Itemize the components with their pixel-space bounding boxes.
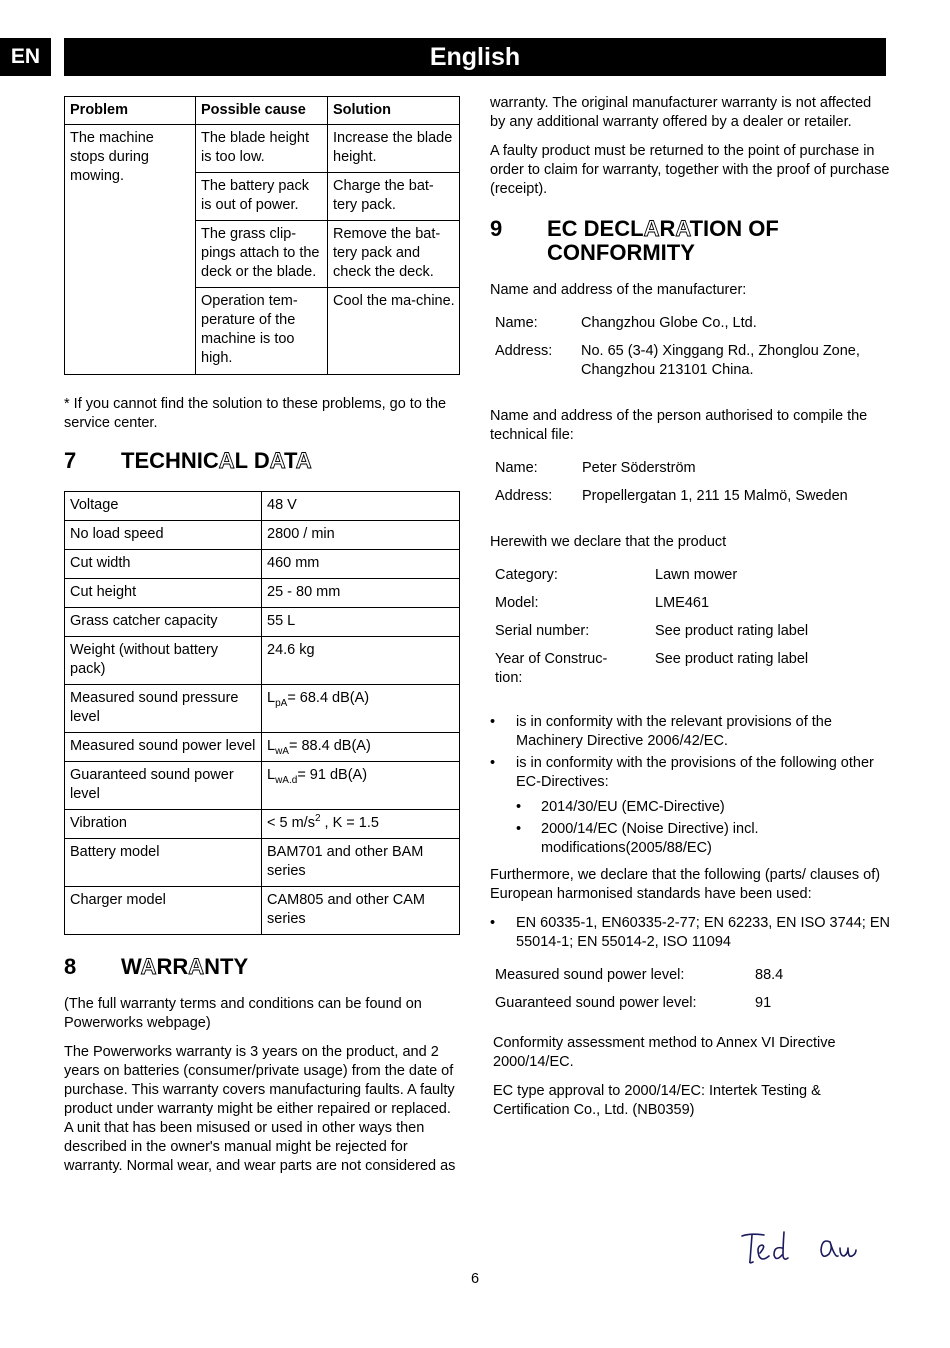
section-heading-ec-declaration <box>490 217 890 265</box>
right-column <box>490 94 890 1130</box>
spec-value: 55 L <box>262 608 460 637</box>
manufacturer-intro: Name and address of the manufacturer: <box>490 282 747 298</box>
table-header-row <box>65 97 460 125</box>
table-row <box>65 839 460 887</box>
table-row <box>490 566 890 594</box>
standards-list <box>490 914 890 952</box>
field-label: Category: <box>495 567 558 583</box>
table-row <box>65 762 460 810</box>
table-row <box>65 887 460 935</box>
field-value: See product rating label <box>655 623 809 639</box>
spec-value: $L_{wA}= 88.4$ dB(A) <box>262 733 460 762</box>
spec-value: < 5 $m/s^2$ , K = 1.5 <box>262 810 460 839</box>
field-label: Name: <box>495 460 538 476</box>
table-header-cell: Possible cause <box>196 97 328 125</box>
directive-list <box>490 798 890 858</box>
field-label: Year of Construc-tion: <box>495 651 608 686</box>
field-label: Measured sound power level: <box>495 967 685 983</box>
warranty-paragraph: (The full warranty terms and conditions can be found on Powerworks webpage) <box>64 996 422 1031</box>
table-row <box>490 966 787 994</box>
spec-value: BAM701 and other BAM series <box>262 839 460 887</box>
field-value: Propellergatan 1, 211 15 Malmö, Sweden <box>582 488 848 504</box>
section-number: 8 <box>64 954 77 979</box>
field-label: Name: <box>495 315 538 331</box>
section-title: EC DECLARATION OF CONFORMITY <box>547 216 779 265</box>
manufacturer-table <box>490 314 890 389</box>
list-item: • is in conformity with the provisions of the following other EC-Directives: <box>490 754 890 792</box>
spec-value: $L_{pA}= 68.4$ dB(A) <box>262 685 460 733</box>
section-number: 9 <box>490 216 503 241</box>
table-row <box>65 810 460 839</box>
spec-value: CAM805 and other CAM series <box>262 887 460 935</box>
person-intro: Name and address of the person authorised to compile the technical file: <box>490 408 868 443</box>
table-row <box>490 594 890 622</box>
section-title: TECHNICAL DATA <box>121 448 312 473</box>
spec-label: Charger model <box>65 887 262 935</box>
product-table <box>490 566 890 697</box>
solution-cell: Cool the ma-chine. <box>328 288 460 375</box>
spec-value: 25 - 80 mm <box>262 579 460 608</box>
field-value: Peter Söderström <box>582 460 696 476</box>
field-value: No. 65 (3-4) Xinggang Rd., Zhonglou Zone, Changzhou 213101 China. <box>581 343 860 378</box>
section-heading-technical-data <box>64 449 460 473</box>
page-header-title: English <box>64 38 886 76</box>
table-row <box>490 994 787 1022</box>
conformity-list <box>490 713 890 792</box>
field-label: Address: <box>495 488 553 504</box>
table-row <box>65 125 460 173</box>
field-value: Lawn mower <box>655 567 738 583</box>
solution-cell: Remove the bat-tery pack and check the deck. <box>328 221 460 288</box>
page-number: 6 <box>470 1271 480 1287</box>
table-row <box>490 650 890 697</box>
signature-image <box>738 1226 862 1268</box>
spec-label: Weight (without battery pack) <box>65 637 262 685</box>
warranty-paragraph: The Powerworks warranty is 3 years on the product, and 2 years on batteries (consumer/private usage) from the date of purchase. This warranty covers manufacturing faults. A faulty product under warranty might be either repaired or replaced. A unit that has been misused or used in other ways then described in the owner's manual might be rejected for warranty. Normal wear, and wear parts are not considered as <box>64 1044 456 1174</box>
troubleshooting-footnote: * If you cannot find the solution to these problems, go to the service center. <box>64 396 447 431</box>
left-column <box>64 96 460 1186</box>
troubleshooting-table <box>64 96 460 375</box>
field-value: LME461 <box>655 595 710 611</box>
table-row <box>65 685 460 733</box>
problem-cell: The machine stops during mowing. <box>65 125 196 375</box>
spec-value: $L_{wA.d}= 91$ dB(A) <box>262 762 460 810</box>
solution-cell: Charge the bat-tery pack. <box>328 173 460 221</box>
spec-label: Battery model <box>65 839 262 887</box>
spec-value: 48 V <box>262 492 460 521</box>
spec-label: Cut width <box>65 550 262 579</box>
spec-value: 2800 / min <box>262 521 460 550</box>
table-row <box>65 550 460 579</box>
field-value: Changzhou Globe Co., Ltd. <box>581 315 757 331</box>
table-row <box>490 622 890 650</box>
warranty-paragraph: A faulty product must be returned to the point of purchase in order to claim for warranty, together with the proof of purchase (receipt). <box>490 143 890 197</box>
table-row <box>490 314 890 342</box>
list-item: • is in conformity with the relevant provisions of the Machinery Directive 2006/42/EC. <box>490 713 890 751</box>
table-row <box>490 342 890 389</box>
field-label: Model: <box>495 595 539 611</box>
spec-label: Guaranteed sound power level <box>65 762 262 810</box>
list-item: • 2014/30/EU (EMC-Directive) <box>490 798 890 817</box>
spec-label: Voltage <box>65 492 262 521</box>
spec-label: No load speed <box>65 521 262 550</box>
spec-value: 24.6 kg <box>262 637 460 685</box>
section-number: 7 <box>64 448 77 473</box>
table-header-cell: Problem <box>65 97 196 125</box>
cause-cell: The battery pack is out of power. <box>196 173 328 221</box>
spec-value: 460 mm <box>262 550 460 579</box>
table-row <box>65 733 460 762</box>
type-approval: EC type approval to 2000/14/EC: Intertek Testing & Certification Co., Ltd. (NB0359) <box>493 1083 821 1118</box>
table-row <box>65 608 460 637</box>
table-row <box>65 637 460 685</box>
table-row <box>65 492 460 521</box>
field-label: Address: <box>495 343 553 359</box>
table-header-cell: Solution <box>328 97 460 125</box>
language-tab: EN <box>0 38 51 76</box>
table-row <box>65 579 460 608</box>
spec-label: Vibration <box>65 810 262 839</box>
cause-cell: The grass clip-pings attach to the deck or the blade. <box>196 221 328 288</box>
section-heading-warranty <box>64 955 460 979</box>
list-item: • EN 60335-1, EN60335-2-77; EN 62233, EN ISO 3744; EN 55014-1; EN 55014-2, ISO 11094 <box>490 914 890 952</box>
solution-cell: Increase the blade height. <box>328 125 460 173</box>
conformity-method: Conformity assessment method to Annex VI Directive 2000/14/EC. <box>493 1035 836 1070</box>
spec-label: Grass catcher capacity <box>65 608 262 637</box>
technical-data-table <box>64 491 460 935</box>
field-label: Guaranteed sound power level: <box>495 995 697 1011</box>
standards-intro: Furthermore, we declare that the following (parts/ clauses of) European harmonised standards have been used: <box>490 867 881 902</box>
declaration-intro: Herewith we declare that the product <box>490 534 727 550</box>
table-row <box>65 521 460 550</box>
list-item: • 2000/14/EC (Noise Directive) incl. modifications(2005/88/EC) <box>490 820 890 858</box>
warranty-paragraph: warranty. The original manufacturer warranty is not affected by any additional warranty offered by a dealer or retailer. <box>490 95 872 130</box>
field-value: See product rating label <box>655 651 809 667</box>
spec-label: Measured sound power level <box>65 733 262 762</box>
sound-level-table <box>490 966 787 1022</box>
table-row <box>490 459 890 487</box>
field-value: 88.4 <box>755 967 784 983</box>
spec-label: Cut height <box>65 579 262 608</box>
table-row <box>490 487 890 515</box>
authorised-person-table <box>490 459 890 515</box>
cause-cell: Operation tem-perature of the machine is too high. <box>196 288 328 375</box>
field-value: 91 <box>755 995 772 1011</box>
section-title: WARRANTY <box>121 954 249 979</box>
field-label: Serial number: <box>495 623 590 639</box>
spec-label: Measured sound pressure level <box>65 685 262 733</box>
cause-cell: The blade height is too low. <box>196 125 328 173</box>
